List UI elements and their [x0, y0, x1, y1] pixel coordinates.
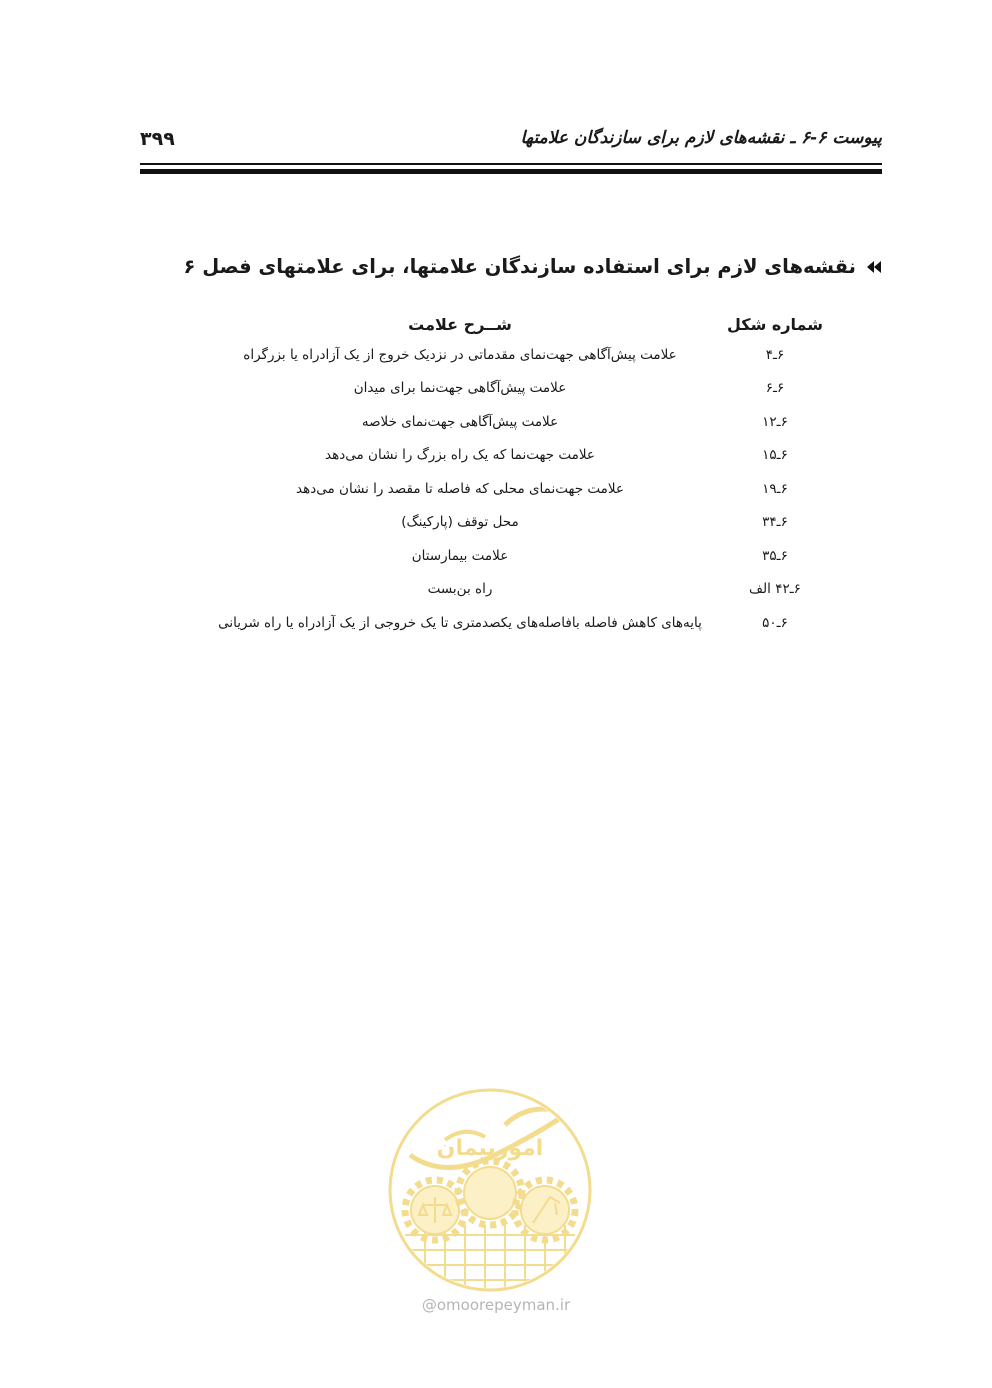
figure-description: علامت پیش‌آگاهی جهت‌نمای مقدماتی در نزدیک خروج از یک آزادراه یا بزرگراه [243, 346, 677, 363]
header-description: شــرح علامت [408, 314, 512, 334]
table-row [140, 405, 830, 439]
section-title-text: نقشه‌های لازم برای استفاده سازندگان علامتها، برای علامتهای فصل ۶ [183, 255, 856, 278]
figure-description: پایه‌های کاهش فاصله بافاصله‌های یکصدمتری تا یک خروجی از یک آزادراه یا راه شریانی [218, 614, 702, 631]
running-header: پیوست ۶-۶ ـ نقشه‌های لازم برای سازندگان علامتها [520, 128, 882, 148]
figure-description: علامت جهت‌نما که یک راه بزرگ را نشان می‌دهد [325, 447, 595, 464]
table-row [140, 338, 830, 372]
table-row [140, 506, 830, 540]
table-header [140, 310, 830, 338]
table-row [140, 472, 830, 506]
page-number: ۳۹۹ [140, 128, 175, 150]
figure-description: علامت بیمارستان [411, 547, 509, 564]
figures-table [140, 310, 830, 640]
table-row [140, 573, 830, 607]
watermark-logo-text: امورپیمان [436, 1136, 544, 1161]
figure-number: ۶ـ۵۰ [762, 614, 788, 631]
figure-number: ۶ـ۶ [765, 380, 785, 397]
figure-description: محل توقف (پارکینگ) [401, 514, 519, 531]
watermark-url: @omoorepeyman.ir [421, 1296, 571, 1314]
table-row [140, 539, 830, 573]
section-title [184, 255, 883, 278]
figure-number: ۶ـ۳۵ [762, 547, 788, 564]
figure-number: ۶ـ۳۴ [762, 514, 788, 531]
figure-number: ۶ـ۱۹ [762, 480, 788, 497]
table-row [140, 606, 830, 640]
figure-description: علامت پیش‌آگاهی جهت‌نمای خلاصه [361, 413, 559, 430]
figure-description: راه بن‌بست [427, 581, 493, 598]
watermark-logo [385, 1085, 595, 1295]
figure-number: ۶ـ۱۵ [762, 447, 788, 464]
double-chevron-left-icon [866, 260, 882, 274]
header-figure-number: شماره شکل [726, 314, 823, 334]
figure-number: ۶ـ۱۲ [762, 413, 788, 430]
table-row [140, 372, 830, 406]
header-rule-thick [140, 169, 882, 174]
figure-number: ۶ـ۴۲ الف [749, 581, 801, 598]
figure-description: علامت جهت‌نمای محلی که فاصله تا مقصد را نشان می‌دهد [296, 480, 624, 497]
header-rule-thin [140, 163, 882, 165]
figure-description: علامت پیش‌آگاهی جهت‌نما برای میدان [353, 380, 567, 397]
table-row [140, 439, 830, 473]
figure-number: ۶ـ۴ [765, 346, 785, 363]
